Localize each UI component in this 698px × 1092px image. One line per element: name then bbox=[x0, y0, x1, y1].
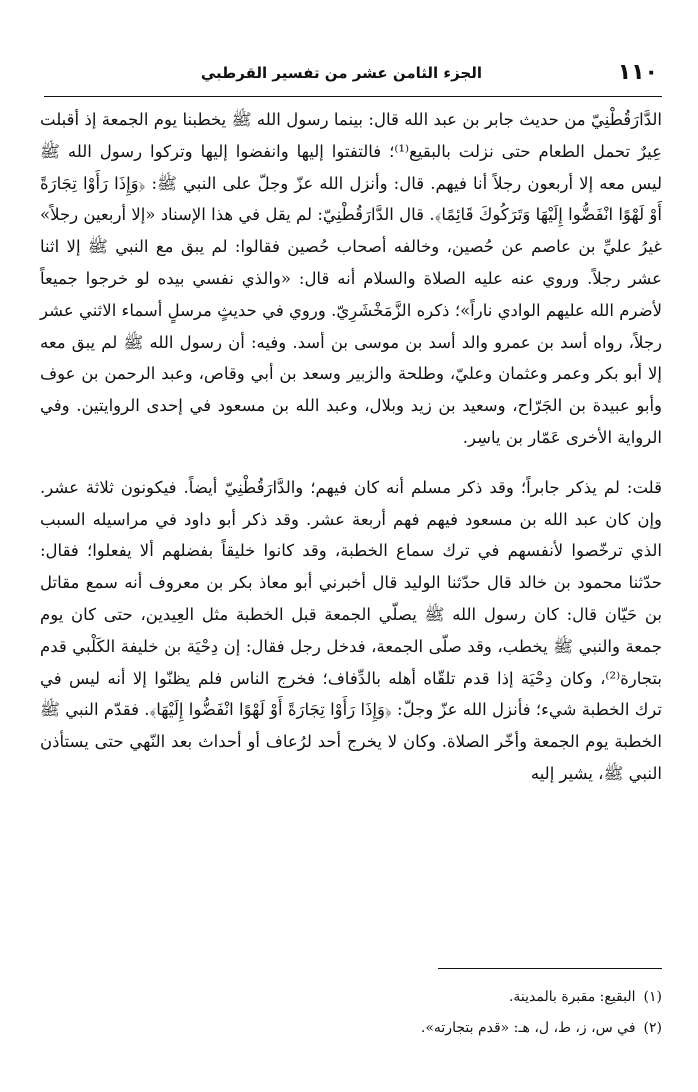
footnote-text: البقيع: مقبرة بالمدينة. bbox=[508, 989, 636, 1005]
paragraph-2: قلت: لم يذكر جابراً؛ وقد ذكر مسلم أنه كان فيهم؛ والدَّارَقُطْنِيّ أيضاً. فيكونون ثلاثة عشر. وإن كان عبد الله بن مسعود فيهم فهم أربعة عشر. وقد ذكر أبو داود في مراسيله السبب الذي ترخّصوا لأنفسهم في ترك سماع الخطبة، وقد كانوا خليقاً بفضلهم ألا يفعلوا؛ فقال: حدّثنا محمود بن خالد قال حدّثنا الوليد قال أخبرني أبو معاذ بكر بن معروف أنه سمع مقاتل بن حَيّان قال: كان رسول الله ﷺ يصلّي الجمعة قبل الخطبة مثل العِيدين، حتى كان يوم جمعة والنبي ﷺ يخطب، وقد صلّى الجمعة، فدخل رجل فقال: إن دِحْيَة بن خليفة الكَلْبي قدم بتجارة⁽²⁾، وكان دِحْيَة إذا قدم تلقّاه أهله بالدِّفاف؛ فخرج الناس فلم يظنّوا إلا أنه ليس في ترك الخطبة شيء؛ فأنزل الله عزّ وجلّ: ﴿وَإِذَا رَأَوْا تِجَارَةً أَوْ لَهْوًا انْفَضُّوا إِلَيْهَا﴾. فقدّم النبي ﷺ الخطبة يوم الجمعة وأخّر الصلاة. وكان لا يخرج أحد لرُعاف أو أحداث بعد النّهي حتى يستأذن النبي ﷺ، يشير إليه bbox=[40, 477, 662, 783]
footnote-divider bbox=[438, 968, 662, 969]
running-title: الجزء الثامن عشر من تفسير القرطبي bbox=[200, 64, 482, 82]
footnote-1 bbox=[40, 982, 662, 1013]
page-header bbox=[44, 56, 662, 92]
main-text bbox=[40, 104, 662, 790]
header-divider bbox=[44, 96, 662, 97]
page-number: ١١٠ bbox=[617, 60, 658, 85]
paragraph-1: الدَّارَقُطْنِيّ من حديث جابر بن عبد الله قال: بينما رسول الله ﷺ يخطبنا يوم الجمعة إذ أقبلت عِيرٌ تحمل الطعام حتى نزلت بالبقيع⁽¹⁾؛ فالتفتوا إليها وانفضوا إليها وتركوا رسول الله ﷺ ليس معه إلا أربعون رجلاً أنا فيهم. قال: وأنزل الله عزّ وجلّ على النبي ﷺ: ﴿وَإِذَا رَأَوْا تِجَارَةً أَوْ لَهْوًا انْفَضُّوا إِلَيْهَا وَتَرَكُوكَ قَائِمًا﴾. قال الدَّارَقُطْنِيّ: لم يقل في هذا الإسناد «إلا أربعين رجلاً» غيرُ عليِّ بن عاصم عن حُصين، وخالفه أصحاب حُصين فقالوا: لم يبق مع النبي ﷺ إلا اثنا عشر رجلاً. وروي عنه عليه الصلاة والسلام أنه قال: «والذي نفسي بيده لو خرجوا جميعاً لأضرم الله عليهم الوادي ناراً»؛ ذكره الزَّمَخْشَرِيّ. وروي في حديثٍ مرسلٍ أسماء الاثني عشر رجلاً، رواه أسد بن عمرو والد أسد بن موسى بن أسد. وفيه: أن رسول الله ﷺ لم يبق معه إلا أبو بكر وعمر وعثمان وعليّ، وطلحة والزبير وسعد بن أبي وقاص، وعبد الرحمن بن عوف وأبو عبيدة بن الجَرّاح، وسعيد بن زيد وبلال، وعبد الله بن مسعود في إحدى الروايتين. وفي الرواية الأخرى عَمّار بن ياسِر. bbox=[40, 110, 662, 447]
footnote-text: في س، ز، ط، ل، هـ: «قدم بتجارته». bbox=[420, 1020, 636, 1036]
footnotes bbox=[40, 982, 662, 1044]
footnote-number: (١) bbox=[643, 989, 662, 1005]
footnote-number: (٢) bbox=[643, 1020, 662, 1036]
footnote-2 bbox=[40, 1013, 662, 1044]
